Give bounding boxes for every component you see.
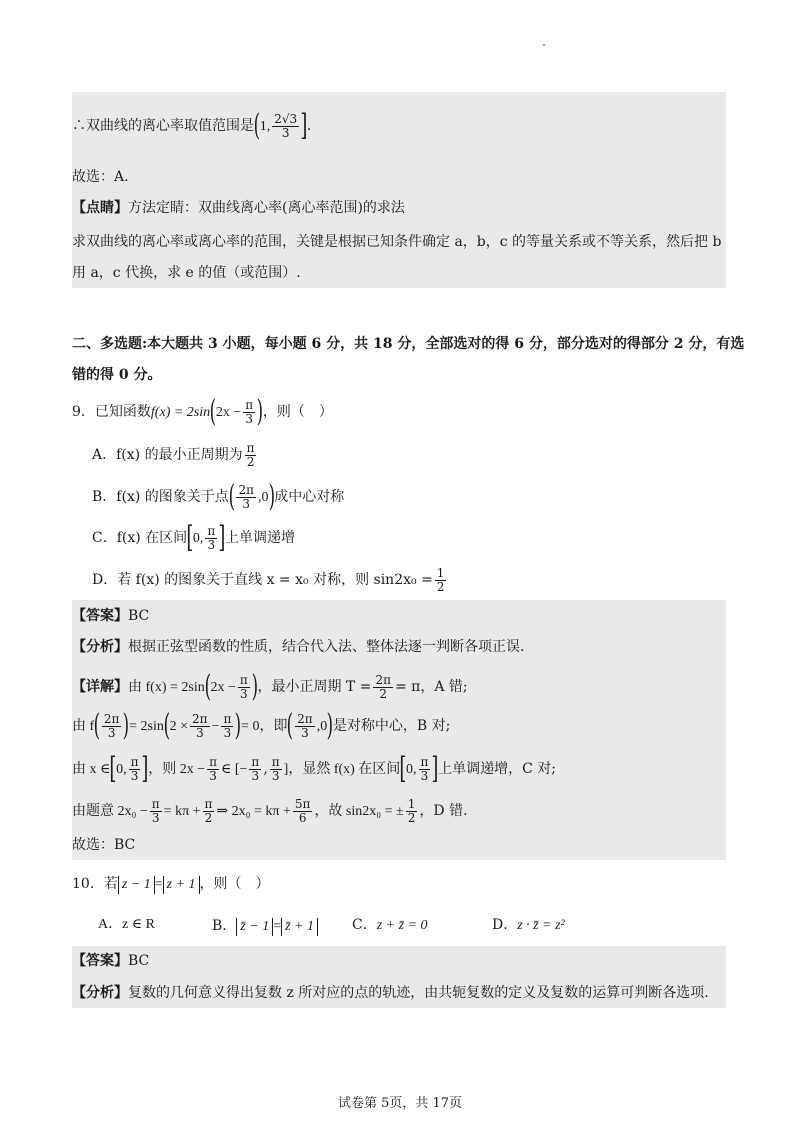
answer-value: BC	[128, 608, 150, 624]
paren: (	[204, 669, 211, 704]
range-start: 1,	[259, 119, 271, 134]
pi-over-3	[243, 399, 255, 425]
paren: (	[287, 708, 294, 743]
q10-answer	[72, 954, 149, 968]
option-text: f(x) 在区间	[116, 530, 188, 546]
detail-text: 由 f(x) = 2sin	[128, 680, 205, 695]
pi-over-3	[238, 674, 250, 700]
paren: )	[251, 669, 258, 704]
q9-detail-3: 由 x ∈[0, $\frac{\pi}{3}$ ]，则 2x − $\frac{\pi}{3}$ ∈ [− $\frac{\pi}{3}$ , $\frac{\pi}{3}$ ]，显然 f(x) 在区间[0, $\frac{\pi}{3}$ ]上单调递增，C 对;	[72, 751, 557, 786]
conclusion-line: ∴双曲线的离心率取值范围是(1, $\frac{2√3}{3}$ ].	[72, 108, 312, 143]
num: 2π	[192, 711, 208, 726]
detail-text: 0,	[116, 762, 127, 777]
den: 2	[246, 454, 255, 469]
abs-expr: z̄ − 1	[236, 918, 273, 936]
den: 2	[204, 810, 213, 825]
num: 1	[436, 566, 445, 580]
page-footer: 试卷第 5页，共 17页	[337, 1096, 463, 1111]
q10-prefix: 10．若	[72, 876, 118, 892]
paren: (	[228, 479, 235, 514]
pi-over-3	[270, 756, 282, 782]
bracket: ]	[218, 520, 226, 555]
detail-text: 上单调递增，C 对;	[438, 761, 557, 777]
paren: (	[163, 708, 170, 743]
q9-stem	[72, 394, 333, 429]
paren: )	[123, 708, 130, 743]
den: 2	[407, 810, 416, 825]
option-text: f(x) 的图象关于点	[116, 489, 229, 505]
detail-text: ⇒ 2x₀ = kπ +	[216, 804, 291, 820]
detail-text: 0,	[406, 762, 417, 777]
pi-over-3	[249, 756, 261, 782]
pi-over-3	[207, 756, 219, 782]
two-pi-over-3	[236, 484, 256, 510]
analysis-label: 【分析】	[72, 639, 128, 655]
q9-answer	[72, 609, 149, 623]
detail-text: 由 f	[72, 719, 95, 734]
detail-text: = kπ +	[163, 804, 201, 820]
detail-text: 是对称中心，B 对;	[332, 718, 451, 734]
q10-option-c	[352, 918, 428, 933]
pi-over-3	[150, 798, 162, 824]
detail-text: 由题意 2x₀ −	[72, 804, 148, 820]
analysis-text: 复数的几何意义得出复数 z 所对应的点的轨迹，由共轭复数的定义及复数的运算可判断各选项.	[128, 985, 709, 1001]
section-heading-line-2: 错的得 0 分。	[72, 367, 162, 383]
analysis-text: 根据正弦型函数的性质，结合代入法、整体法逐一判断各项正误.	[128, 639, 525, 655]
pi-over-3	[129, 756, 141, 782]
num: π	[151, 797, 160, 811]
num: π	[204, 797, 213, 811]
num: π	[245, 397, 254, 412]
den: 6	[298, 810, 307, 825]
q10-option-d	[492, 918, 565, 933]
bracket: ]	[141, 751, 149, 786]
option-text: 上单调递增	[225, 530, 295, 546]
detail-text: 2 ×	[169, 719, 188, 734]
two-pi-over-2	[373, 674, 393, 700]
fraction-den: 3	[281, 125, 290, 140]
detail-text: 2x −	[210, 680, 236, 695]
fraction-num: 2√3	[274, 111, 298, 126]
num: π	[207, 523, 216, 538]
num: π	[420, 754, 429, 769]
pi-over-3	[419, 756, 431, 782]
den: 3	[107, 725, 116, 740]
abs-expr: z − 1	[118, 876, 155, 894]
detail-text: = π，A 错;	[394, 679, 468, 695]
den: 3	[195, 725, 204, 740]
comment-line	[72, 201, 405, 215]
one-half	[435, 567, 447, 593]
den: 3	[245, 411, 254, 426]
one-half	[406, 798, 418, 824]
q9-detail-4	[72, 798, 468, 824]
method-line-2: 用 a，c 代换，求 e 的值（或范围）.	[72, 265, 301, 281]
q9-option-b	[92, 479, 345, 514]
comment-text: 方法定睛：双曲线离心率(离心率范围)的求法	[128, 200, 405, 216]
q9-func: f(x) = 2sin	[150, 405, 211, 420]
option-label: B．	[92, 489, 117, 505]
q10-analysis	[72, 986, 709, 1000]
num: π	[239, 672, 248, 687]
option-label: C．	[92, 530, 117, 546]
detail-label: 【详解】	[72, 679, 128, 695]
point-tail: ,0	[258, 490, 269, 505]
num: π	[271, 754, 280, 769]
two-pi-over-3	[102, 713, 122, 739]
left-paren: (	[253, 108, 261, 143]
num: π	[246, 441, 255, 455]
paren: )	[256, 394, 264, 429]
num: 5π	[294, 797, 311, 811]
q10-option-a: A．z ∈ R	[98, 917, 156, 932]
num: 1	[407, 797, 416, 811]
detail-text: −	[211, 719, 220, 734]
option-text: z + z̄ = 0	[376, 918, 428, 933]
q10-suffix: ，则（ ）	[199, 876, 270, 892]
detail-text: ,0	[316, 719, 328, 734]
pi-over-2	[245, 442, 257, 468]
num: π	[209, 754, 217, 769]
num: 2π	[238, 482, 254, 497]
comment-label: 【点睛】	[72, 200, 128, 216]
paren: (	[93, 708, 101, 743]
detail-text: = 0，即	[241, 719, 288, 734]
abs-expr: z̄ + 1	[281, 918, 318, 936]
num: π	[130, 754, 139, 769]
answer-value: BC	[128, 953, 150, 969]
q9-prefix: 9．已知函数	[72, 404, 151, 420]
den: 3	[251, 768, 260, 783]
q9-option-d	[92, 567, 448, 593]
abs-expr: z + 1	[163, 876, 200, 894]
option-text: 成中心对称	[274, 489, 345, 505]
q9-analysis	[72, 640, 524, 654]
conclusion-text: ∴双曲线的离心率取值范围是	[72, 118, 254, 134]
q10-stem	[72, 876, 270, 894]
interval-start: 0,	[192, 531, 204, 546]
two-pi-over-3	[190, 713, 210, 739]
detail-text: = 2sin	[129, 719, 164, 734]
option-label: A．	[92, 447, 117, 464]
paren: )	[234, 708, 242, 743]
paren: )	[268, 479, 275, 514]
detail-text: ，最小正周期 T =	[257, 679, 372, 695]
pi-over-3	[221, 713, 233, 739]
q9-detail-2	[72, 708, 451, 743]
detail-text: ，故 sin2x₀ = ±	[314, 804, 404, 820]
two-pi-over-3	[295, 713, 315, 739]
option-label: D．	[492, 917, 518, 933]
bracket: [	[109, 751, 117, 786]
range-fraction	[272, 113, 299, 139]
answer-label: 【答案】	[72, 608, 128, 624]
scan-speck	[543, 44, 545, 46]
detail-text: 由 x ∈	[72, 762, 111, 777]
den: 3	[151, 810, 160, 825]
section-heading-line-1: 二、多选题:本大题共 3 小题，每小题 6 分，共 18 分，全部选对的得 6 分，部分选对的得部分 2 分，有选	[72, 336, 745, 352]
option-text: 若 f(x) 的图象关于直线 x = x₀ 对称，则 sin2x₀ =	[117, 572, 433, 589]
q9-suffix: ，则（ ）	[262, 404, 333, 420]
num: π	[251, 754, 260, 769]
den: 3	[209, 768, 217, 783]
detail-text: ，则 2x −	[148, 762, 206, 777]
q9-detail-1	[72, 669, 468, 704]
option-text: z · z̄ = z²	[517, 918, 565, 933]
bracket: [	[399, 751, 407, 786]
num: 2π	[103, 711, 120, 726]
q9-arg: 2x −	[215, 405, 242, 420]
answer-label: 【答案】	[72, 953, 128, 969]
den: 3	[271, 768, 280, 783]
den: 3	[242, 496, 251, 511]
detail-text: ，D 错.	[419, 803, 468, 820]
den: 3	[420, 768, 429, 783]
analysis-label: 【分析】	[72, 985, 128, 1001]
right-bracket: ]	[300, 108, 308, 143]
equals: =	[273, 919, 282, 934]
option-label: C．	[352, 917, 377, 933]
den: 3	[223, 725, 232, 740]
bracket: ]	[431, 751, 439, 786]
den: 3	[130, 768, 139, 783]
q9-option-a	[92, 442, 258, 468]
choose-a-line: 故选：A.	[72, 169, 129, 185]
detail-text: ]，显然 f(x) 在区间	[283, 762, 401, 777]
option-label: B．	[212, 918, 237, 934]
num: π	[223, 711, 232, 726]
detail-text: ∈ [−	[221, 762, 248, 777]
option-text: f(x) 的最小正周期为	[116, 447, 243, 464]
bracket: [	[186, 520, 194, 555]
den: 3	[301, 725, 309, 740]
den: 3	[239, 686, 248, 701]
q9-choose: 故选：BC	[72, 837, 136, 853]
pi-over-3	[205, 525, 217, 551]
q10-option-b	[212, 918, 318, 936]
den: 3	[207, 537, 216, 552]
paren: (	[209, 394, 217, 429]
den: 2	[379, 686, 388, 701]
num: 2π	[375, 672, 391, 687]
pi-over-2	[203, 798, 215, 824]
den: 2	[436, 579, 445, 594]
q9-option-c	[92, 520, 295, 555]
paren: )	[326, 708, 334, 743]
option-label: D．	[92, 572, 118, 589]
method-line-1: 求双曲线的离心率或离心率的范围，关键是根据已知条件确定 a，b，c 的等量关系或不等关系，然后把 b	[72, 234, 722, 250]
num: 2π	[297, 711, 313, 726]
five-pi-over-6	[293, 798, 313, 824]
equals: =	[154, 877, 163, 892]
